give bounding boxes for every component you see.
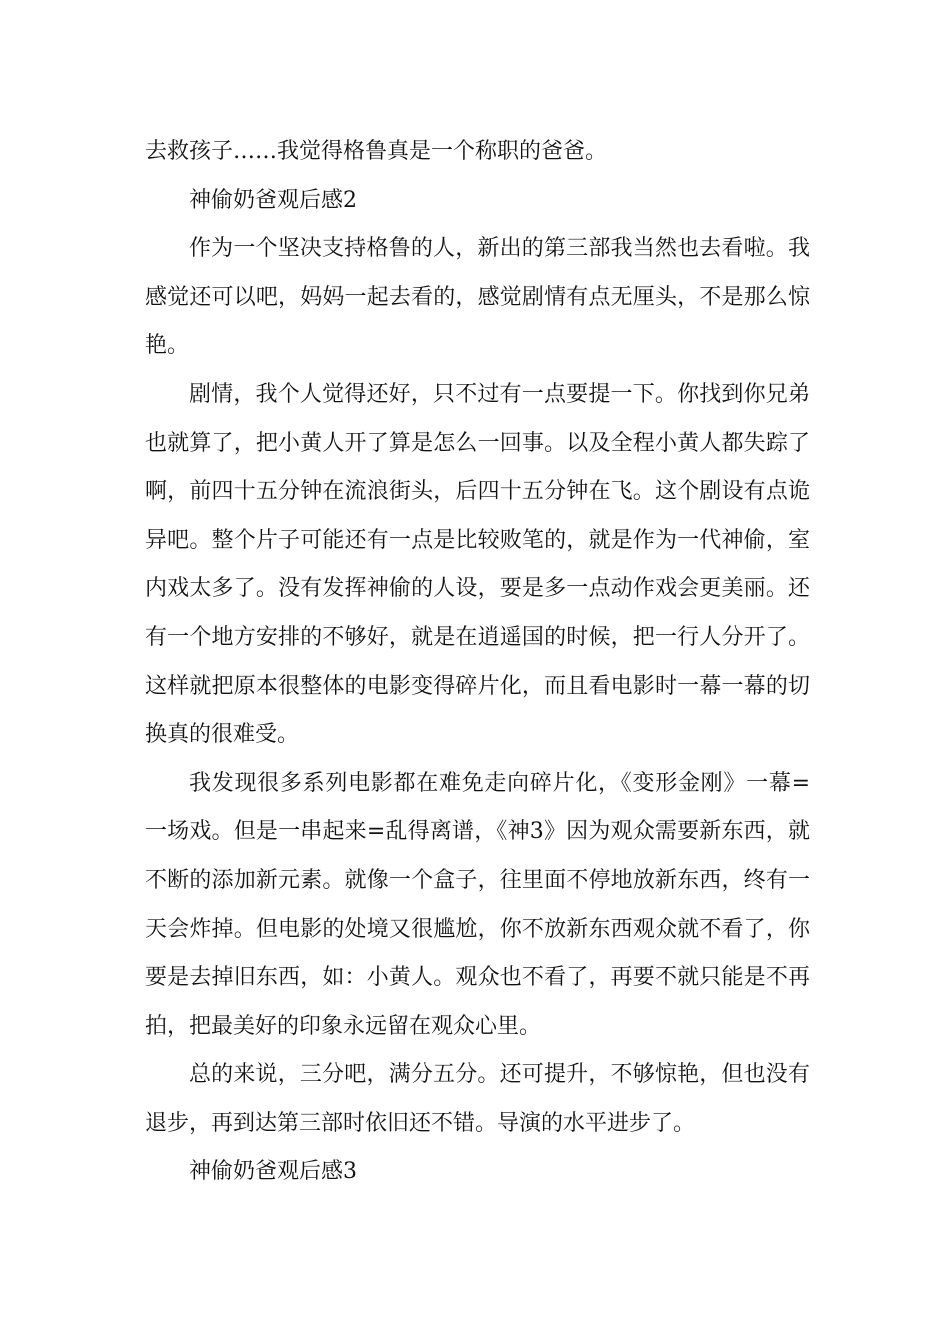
paragraph: 剧情，我个人觉得还好，只不过有一点要提一下。你找到你兄弟也就算了，把小黄人开了算是怎么一回事。以及全程小黄人都失踪了啊，前四十五分钟在流浪街头，后四十五分钟在飞。这个剧设有点诡异吧。整个片子可能还有一点是比较败笔的，就是作为一代神偷，室内戏太多了。没有发挥神偷的人设，要是多一点动作戏会更美丽。还有一个地方安排的不够好，就是在逍遥国的时候，把一行人分开了。这样就把原本很整体的电影变得碎片化，而且看电影时一幕一幕的切换真的很难受。 [145,381,810,748]
paragraph: 我发现很多系列电影都在难免走向碎片化，《变形金刚》一幕=一场戏。但是一串起来=乱得离谱，《神3》因为观众需要新东西，就不断的添加新元素。就像一个盒子，往里面不停地放新东西，终有一天会炸掉。但电影的处境又很尴尬，你不放新东西观众就不看了，你要是去掉旧东西，如：小黄人。观众也不看了，再要不就只能是不再拍，把最美好的印象永远留在观众心里。 [145,770,810,1039]
document-body [145,128,810,1197]
paragraph-continuation: 去救孩子……我觉得格鲁真是一个称职的爸爸。 [145,139,608,164]
paragraph: 作为一个坚决支持格鲁的人，新出的第三部我当然也去看啦。我感觉还可以吧，妈妈一起去看的，感觉剧情有点无厘头，不是那么惊艳。 [145,236,810,359]
section-heading-2: 神偷奶爸观后感2 [189,187,357,213]
paragraph: 总的来说，三分吧，满分五分。还可提升，不够惊艳，但也没有退步，再到达第三部时依旧还不错。导演的水平进步了。 [145,1062,810,1136]
section-heading-3: 神偷奶爸观后感3 [189,1159,357,1185]
